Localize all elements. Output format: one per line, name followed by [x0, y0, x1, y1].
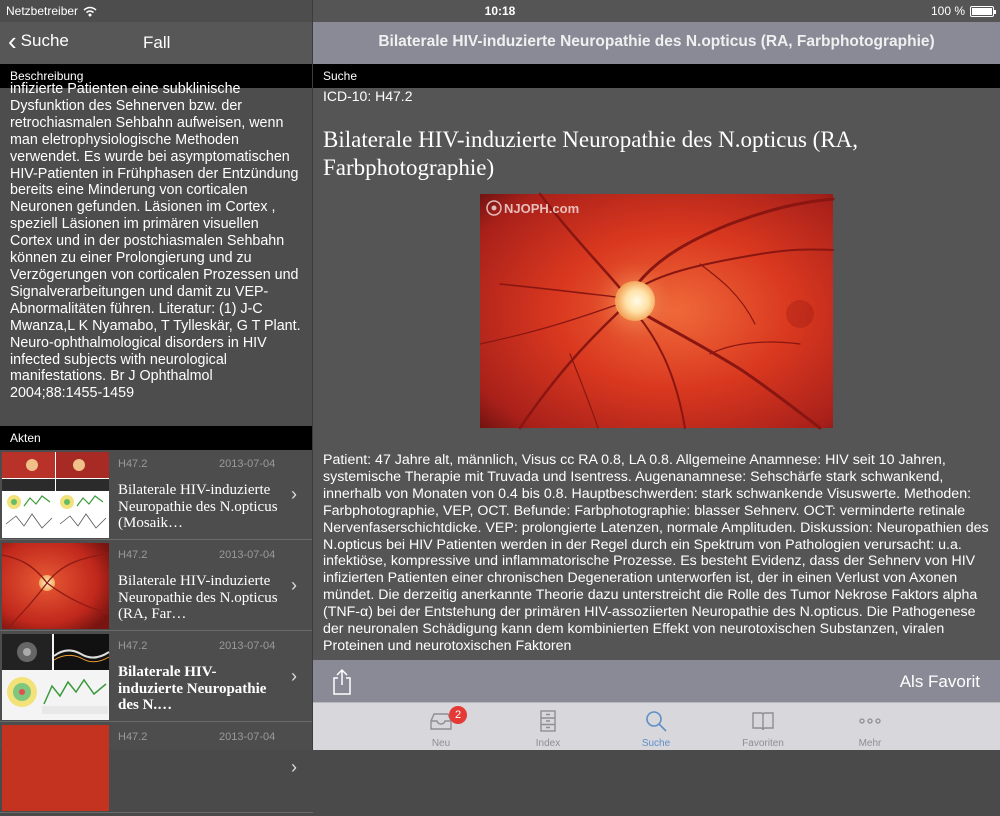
chevron-right-icon: ›: [291, 757, 297, 777]
status-time: 10:18: [484, 4, 516, 18]
icd-code: ICD-10: H47.2: [323, 88, 413, 104]
add-favorite-button[interactable]: Als Favorit: [899, 672, 980, 691]
status-bar: [0, 0, 1000, 22]
tab-favoriten[interactable]: [723, 703, 803, 751]
action-bar: [313, 660, 1000, 702]
tab-label: Neu: [431, 738, 451, 749]
tab-label: Suche: [641, 738, 671, 749]
tab-bar: [313, 702, 1000, 750]
description-text: infizierte Patienten eine subklinische Dysfunktion des Sehnerven bzw. der retrochiasmalen Sehbahn aufweisen, wenn man eletrophysiologische Methoden verwendet. Es wurde bei asymptomatischen HIV-Patienten in Frühphasen der Entzündung bereits eine Minderung von corticalen Neuronen gefunden. Läsionen im Cortex , speziell Läsionen im primären visuellen Cortex und in der postchiasmalen Sehbahn können zu einer Prolongierung und zu Verzögerungen von corticalen Prozessen und Signalverarbeitungen und damit zu VEP-Abnormalitäten führen. Literatur: (1) J-C Mwanza,L K Nyamabo, T Tylleskär, G T Plant. Neuro-ophthalmological disorders in HIV infected subjects with neurological manifestations. Br J Ophthalmol 2004;88:1455-1459: [10, 81, 301, 402]
carrier-label: Netzbetreiber: [6, 4, 79, 18]
detail-nav-title: Bilaterale HIV-induzierte Neuropathie des N.opticus (RA, Farbphotographie): [378, 33, 935, 50]
file-code: H47.2: [118, 640, 148, 652]
chevron-left-icon: ‹: [8, 26, 17, 56]
tab-neu[interactable]: [401, 703, 481, 751]
file-row[interactable]: [0, 541, 313, 631]
chevron-right-icon: ›: [291, 666, 297, 686]
tab-badge: 2: [449, 706, 467, 724]
book-icon: [751, 709, 775, 733]
battery-level: [972, 8, 992, 15]
battery-icon: [970, 6, 994, 17]
right-navigation-bar: [313, 22, 1000, 64]
files-header: Akten: [0, 426, 313, 450]
file-thumbnail: [2, 452, 109, 538]
left-nav-title: Fall: [143, 33, 171, 52]
file-code: H47.2: [118, 458, 148, 470]
tab-label: Index: [535, 738, 561, 749]
file-thumbnail: [2, 543, 109, 629]
tab-mehr[interactable]: [830, 703, 910, 751]
article-content[interactable]: [313, 88, 1000, 660]
cabinet-icon: [536, 709, 560, 733]
file-date: 2013-07-04: [219, 731, 276, 743]
search-header: Suche: [313, 64, 1000, 88]
watermark-text: NJOPH.com: [504, 201, 580, 216]
master-pane: [0, 0, 313, 777]
search-icon: [644, 709, 668, 733]
file-row[interactable]: [0, 450, 313, 540]
left-navigation-bar: [0, 22, 313, 64]
file-date: 2013-07-04: [219, 640, 276, 652]
share-icon[interactable]: [331, 668, 353, 701]
tab-suche[interactable]: [616, 703, 696, 751]
file-title: Bilaterale HIV-induzierte Neuropathie des N.opticus (Mosaik…: [118, 482, 278, 531]
file-row[interactable]: [0, 632, 313, 722]
file-row[interactable]: [0, 723, 313, 813]
description-panel[interactable]: [0, 81, 313, 425]
tab-index[interactable]: [508, 703, 588, 751]
chevron-right-icon: ›: [291, 575, 297, 595]
file-title: Bilaterale HIV-induzierte Neuropathie des N.opticus (RA, Far…: [118, 573, 278, 622]
description-header: Beschreibung: [0, 64, 313, 88]
battery-percent: 100 %: [930, 4, 965, 18]
file-code: H47.2: [118, 731, 148, 743]
tab-label: Favoriten: [742, 738, 784, 749]
file-thumbnail: [2, 634, 109, 720]
file-date: 2013-07-04: [219, 549, 276, 561]
fundus-photo[interactable]: [480, 194, 833, 428]
file-title: Bilaterale HIV-induzierte Neuropathie des N.…: [118, 664, 267, 713]
chevron-right-icon: ›: [291, 484, 297, 504]
file-thumbnail: [2, 725, 109, 811]
tab-label: Mehr: [858, 738, 882, 749]
article-title: Bilaterale HIV-induzierte Neuropathie des N.opticus (RA, Farbphotographie): [323, 127, 859, 180]
article-body: Patient: 47 Jahre alt, männlich, Visus cc RA 0.8, LA 0.8. Allgemeine Anamnese: HIV seit 10 Jahren, systemische Therapie mit Truvada und Isentress. Augenanamnese: Sehschärfe stark schwankend, innerhalb von Monaten von 0.4 bis 0.8. Hauptbeschwerden: stark schwankende Visuswerte. Methoden: Farbphotographie, VEP, OCT. Befunde: Farbphotographie: blasser Sehnerv. OCT: verminderte retinale Nervenfaserschichtdicke. VEP: prolongierte Latenzen, normale Amplituden. Diskussion: Neuropathien des N.opticus bei HIV Patienten werden in der Regel durch ein Spektrum von Pathologien verursacht: u.a. infektiöse, kompressive und inflammatorische Prozesse. Es besteht Evidenz, dass der Sehnerv von HIV infizierten Patienten einer chronischen Degeneration unterworfen ist, der in einen Verlust von Axonen mündet. Die derzeitig anerkannte Theorie dazu unterstreicht die Rolle des Tumor Nekrose Faktors alpha (TNF-α) bei der Entstehung der primären HIV-assoziierten Neuropathie des N.opticus. Die Pathogenese der neuronalen Schädigung kann dem kombinierten Effekt von neurotoxischen Substanzen, viralen Proteinen und neurotoxischen Faktoren: [323, 452, 989, 654]
back-button[interactable]: [8, 26, 69, 56]
file-code: H47.2: [118, 549, 148, 561]
detail-pane: [313, 0, 1000, 750]
files-list[interactable]: [0, 450, 313, 777]
back-button-label: Suche: [20, 31, 69, 50]
file-date: 2013-07-04: [219, 458, 276, 470]
more-icon: [858, 709, 882, 733]
